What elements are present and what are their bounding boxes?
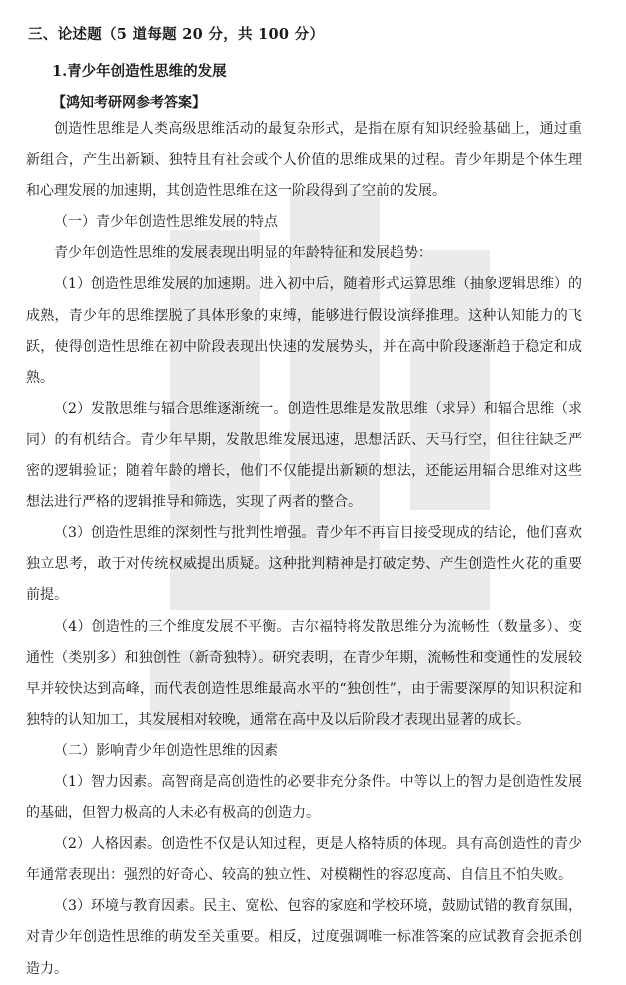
answer-body: [26, 114, 582, 985]
question-title: 1.青少年创造性思维的发展: [52, 63, 227, 80]
paragraph-point-3: （3）创造性思维的深刻性与批判性增强。青少年不再盲目接受现成的结论，他们喜欢独立思考，敢于对传统权威提出质疑。这种批判精神是打破定势、产生创造性火花的重要前提。: [26, 525, 582, 604]
section-heading: 三、论述题（5 道每题 20 分，共 100 分）: [28, 26, 325, 43]
paragraph-point-2: （2）发散思维与辐合思维逐渐统一。创造性思维是发散思维（求异）和辐合思维（求同）的有机结合。青少年早期，发散思维发展迅速，思想活跃、天马行空，但往往缺乏严密的逻辑验证；随着年龄的增长，他们不仅能提出新颖的想法，还能运用辐合思维对这些想法进行严格的逻辑推导和筛选，实现了两者的整合。: [26, 400, 582, 511]
subheading-factors: （二）影响青少年创造性思维的因素: [54, 742, 278, 759]
paragraph-factor-1: （1）智力因素。高智商是高创造性的必要非充分条件。中等以上的智力是创造性发展的基础，但智力极高的人未必有极高的创造力。: [26, 773, 582, 822]
paragraph-point-1: （1）创造性思维发展的加速期。进入初中后，随着形式运算思维（抽象逻辑思维）的成熟，青少年的思维摆脱了具体形象的束缚，能够进行假设演绎推理。这种认知能力的飞跃，使得创造性思维在初中阶段表现出快速的发展势头，并在高中阶段逐渐趋于稳定和成熟。: [26, 276, 582, 386]
paragraph-trend: 青少年创造性思维的发展表现出明显的年龄特征和发展趋势：: [54, 245, 432, 262]
paragraph-point-4: （4）创造性的三个维度发展不平衡。吉尔福特将发散思维分为流畅性（数量多）、变通性（类别多）和独创性（新奇独特）。研究表明，在青少年期，流畅性和变通性的发展较早并较快达到高峰，而代表创造性思维最高水平的“独创性”，由于需要深厚的知识积淀和独特的认知加工，其发展相对较晚，通常在高中及以后阶段才表现出显著的成长。: [26, 618, 582, 728]
paragraph-intro: 创造性思维是人类高级思维活动的最复杂形式，是指在原有知识经验基础上，通过重新组合，产生出新颖、独特且有社会或个人价值的思维成果的过程。青少年期是个体生理和心理发展的加速期，其创造性思维在这一阶段得到了空前的发展。: [26, 121, 582, 200]
answer-label: 【鸿知考研网参考答案】: [52, 95, 206, 111]
paragraph-factor-2: （2）人格因素。创造性不仅是认知过程，更是人格特质的体现。具有高创造性的青少年通常表现出：强烈的好奇心、较高的独立性、对模糊性的容忍度高、自信且不怕失败。: [26, 836, 582, 884]
subheading-characteristics: （一）青少年创造性思维发展的特点: [54, 214, 278, 231]
paragraph-factor-3: （3）环境与教育因素。民主、宽松、包容的家庭和学校环境，鼓励试错的教育氛围，对青少年创造性思维的萌发至关重要。相反，过度强调唯一标准答案的应试教育会扼杀创造力。: [26, 898, 582, 977]
